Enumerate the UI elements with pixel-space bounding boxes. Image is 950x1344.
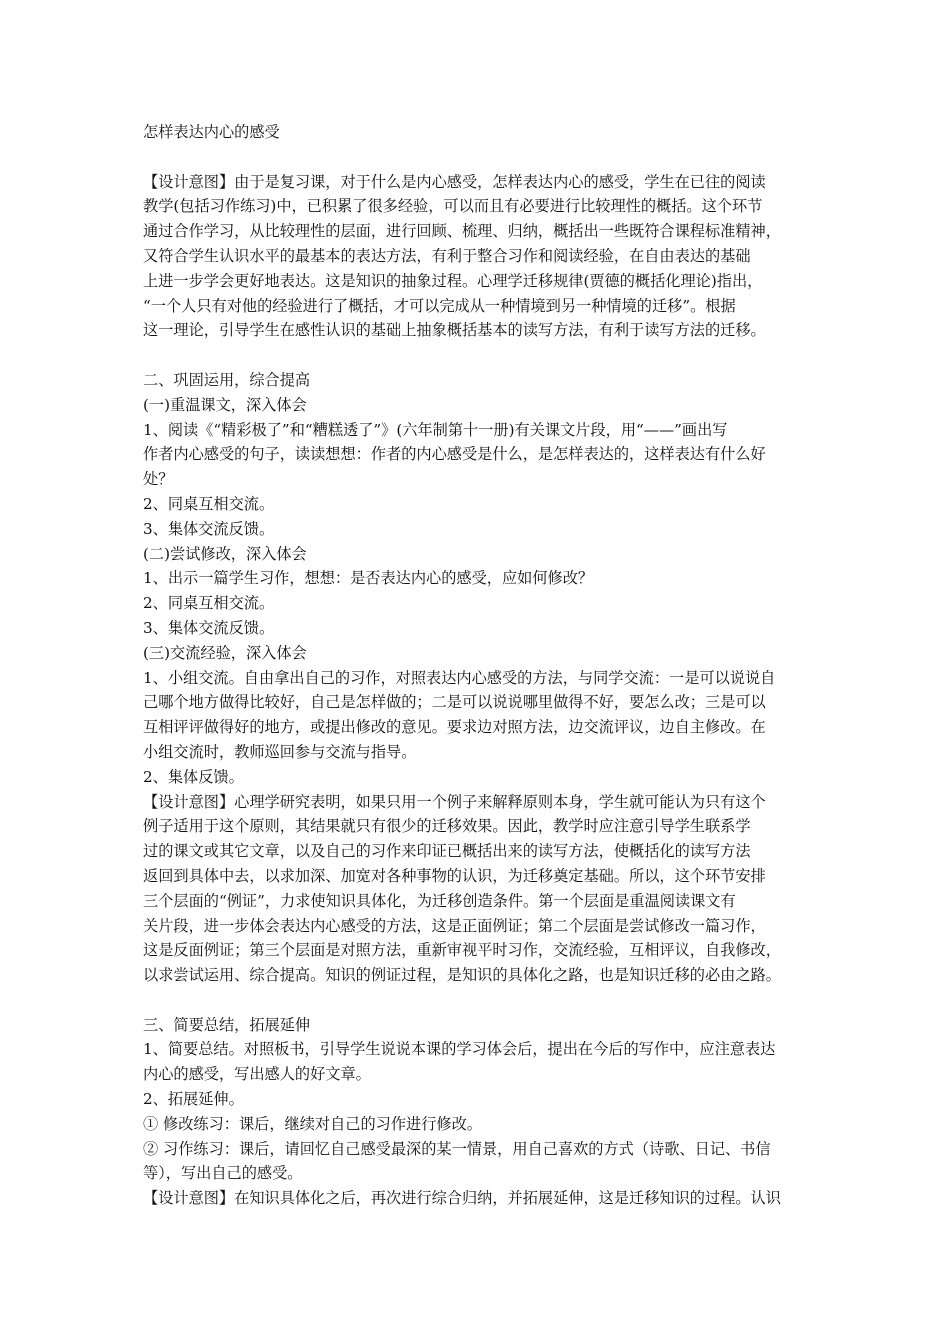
section-heading: 二、巩固运用，综合提高 bbox=[143, 370, 311, 389]
list-item: 3、集体交流反馈。 bbox=[143, 519, 275, 538]
paragraph-line: 三个层面的“例证”，力求使知识具体化，为迁移创造条件。第一个层面是重温阅读课文有 bbox=[143, 891, 736, 910]
paragraph-line: 上进一步学会更好地表达。这是知识的抽象过程。心理学迁移规律(贾德的概括化理论)指出， bbox=[143, 271, 763, 290]
section-heading: 三、简要总结，拓展延伸 bbox=[143, 1015, 311, 1034]
spacer bbox=[143, 988, 825, 1013]
paragraph-line: 这是反面例证；第三个层面是对照方法，重新审视平时习作，交流经验，互相评议，自我修改， bbox=[143, 941, 781, 960]
list-item: 等），写出自己的感受。 bbox=[143, 1164, 303, 1183]
list-item: 1、出示一篇学生习作，想想：是否表达内心的感受，应如何修改？ bbox=[143, 569, 594, 588]
paragraph-line: 又符合学生认识水平的最基本的表达方法，有利于整合习作和阅读经验，在自由表达的基础 bbox=[143, 246, 751, 265]
paragraph-line: 【设计意图】由于是复习课，对于什么是内心感受，怎样表达内心的感受，学生在已往的阅读 bbox=[143, 172, 766, 191]
paragraph-line: 以求尝试运用、综合提高。知识的例证过程，是知识的具体化之路，也是知识迁移的必由之路。 bbox=[143, 966, 781, 985]
paragraph-line: 过的课文或其它文章，以及自己的习作来印证已概括出来的读写方法，使概括化的读写方法 bbox=[143, 842, 751, 861]
list-item: ② 习作练习：课后，请回忆自己感受最深的某一情景，用自己喜欢的方式（诗歌、日记、书信 bbox=[143, 1139, 771, 1158]
paragraph-line: 【设计意图】在知识具体化之后，再次进行综合归纳，并拓展延伸，这是迁移知识的过程。认识 bbox=[143, 1189, 781, 1208]
list-item: ① 修改练习：课后，继续对自己的习作进行修改。 bbox=[143, 1114, 482, 1133]
list-item: 处？ bbox=[143, 470, 174, 489]
list-item: 2、同桌互相交流。 bbox=[143, 494, 275, 513]
paragraph-line: 教学(包括习作练习)中，已积累了很多经验，可以而且有必要进行比较理性的概括。这个环节 bbox=[143, 197, 763, 216]
paragraph-line: 返回到具体中去，以求加深、加宽对各种事物的认识，为迁移奠定基础。所以，这个环节安排 bbox=[143, 866, 766, 885]
document-title: 怎样表达内心的感受 bbox=[143, 123, 280, 141]
list-item: 1、阅读《“精彩极了”和“糟糕透了”》(六年制第十一册)有关课文片段，用“——”画出写 bbox=[143, 420, 728, 439]
design-intent-paragraph-1 bbox=[143, 170, 825, 344]
list-item: 小组交流时，教师巡回参与交流与指导。 bbox=[143, 742, 417, 761]
paragraph-line: 例子适用于这个原则，其结果就只有很少的迁移效果。因此，教学时应注意引导学生联系学 bbox=[143, 817, 751, 836]
paragraph-line: 这一理论，引导学生在感性认识的基础上抽象概括基本的读写方法，有利于读写方法的迁移。 bbox=[143, 321, 766, 340]
document-page bbox=[143, 120, 825, 1211]
list-item: 2、拓展延伸。 bbox=[143, 1090, 244, 1109]
subsection-heading: (一)重温课文，深入体会 bbox=[143, 395, 307, 414]
list-item: 3、集体交流反馈。 bbox=[143, 618, 275, 637]
list-item: 2、集体反馈。 bbox=[143, 767, 244, 786]
paragraph-line: 关片段，进一步体会表达内心感受的方法，这是正面例证；第二个层面是尝试修改一篇习作， bbox=[143, 916, 766, 935]
list-item: 己哪个地方做得比较好，自己是怎样做的；二是可以说说哪里做得不好，要怎么改；三是可以 bbox=[143, 693, 766, 712]
paragraph-line: 【设计意图】心理学研究表明，如果只用一个例子来解释原则本身，学生就可能认为只有这个 bbox=[143, 792, 766, 811]
subsection-heading: (三)交流经验，深入体会 bbox=[143, 643, 307, 662]
section-summary bbox=[143, 1013, 825, 1211]
paragraph-line: 通过合作学习，从比较理性的层面，进行回顾、梳理、归纳，概括出一些既符合课程标准精神， bbox=[143, 222, 781, 241]
list-item: 1、小组交流。自由拿出自己的习作，对照表达内心感受的方法，与同学交流：一是可以说说自 bbox=[143, 668, 776, 687]
list-item: 互相评评做得好的地方，或提出修改的意见。要求边对照方法，边交流评议，边自主修改。在 bbox=[143, 718, 766, 737]
subsection-heading: (二)尝试修改，深入体会 bbox=[143, 544, 307, 563]
section-consolidate bbox=[143, 368, 825, 988]
paragraph-line: “一个人只有对他的经验进行了概括，才可以完成从一种情境到另一种情境的迁移”。根据 bbox=[143, 296, 736, 315]
spacer bbox=[143, 145, 825, 170]
list-item: 作者内心感受的句子，读读想想：作者的内心感受是什么，是怎样表达的，这样表达有什么好 bbox=[143, 445, 766, 464]
list-item: 内心的感受，写出感人的好文章。 bbox=[143, 1065, 371, 1084]
spacer bbox=[143, 343, 825, 368]
list-item: 1、简要总结。对照板书，引导学生说说本课的学习体会后，提出在今后的写作中，应注意表达 bbox=[143, 1040, 776, 1059]
list-item: 2、同桌互相交流。 bbox=[143, 594, 275, 613]
